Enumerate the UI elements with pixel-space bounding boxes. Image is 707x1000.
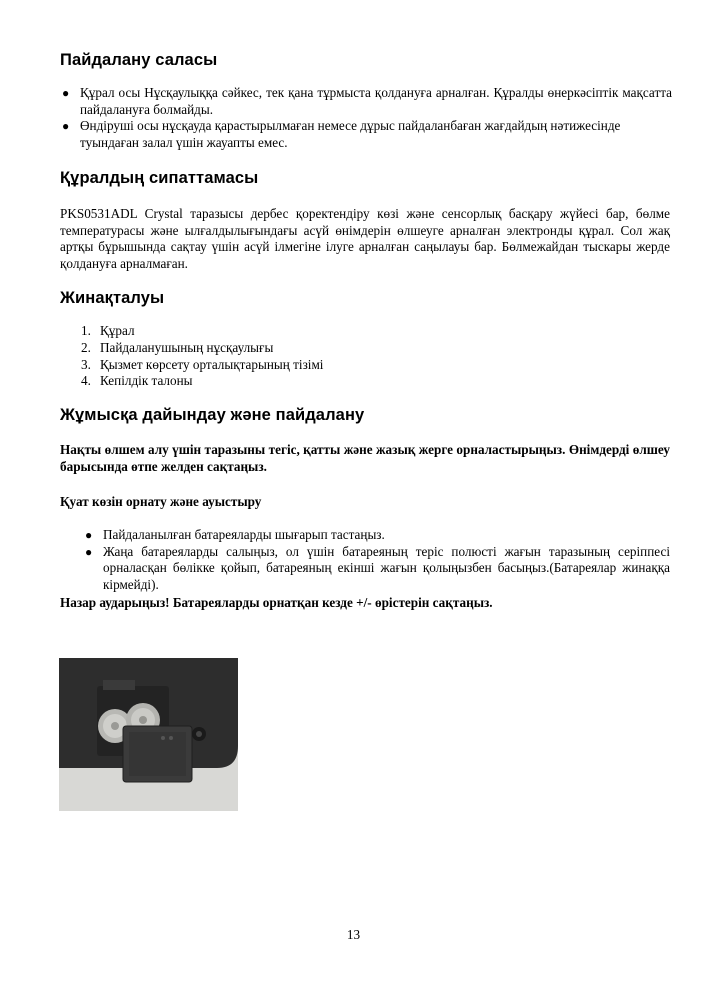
description-paragraph: PKS0531ADL Crystal таразысы дербес қоректендіру көзі және сенсорлық басқару жүйесі бар, бөлме температурасы және ылғалдылығындағы асүй өнімдерін өлшеуге арналған электронды құрал. Сол жақ артқы бұрышында сақтау үшін асүй ілмегіне ілуге арналған саңылауы бар. Бөлмежайдан тыскары жерде қолдануға арналмаған.: [60, 206, 670, 271]
power-bullet-list: [83, 527, 670, 593]
bullet-icon: ●: [85, 528, 93, 542]
list-item: 4. Кепілдік талоны: [81, 373, 193, 389]
list-item: ● Пайдаланылған батареяларды шығарып тастаңыз.: [85, 527, 385, 542]
bullet-icon: ●: [62, 119, 70, 134]
section-title-description: Құралдың сипаттамасы: [60, 169, 259, 187]
section-title-usage: Пайдалану саласы: [60, 51, 218, 69]
bullet-icon: ●: [62, 86, 70, 100]
power-subtitle: Қуат көзін орнату және ауыстыру: [60, 494, 262, 509]
page-number: 13: [346, 927, 361, 942]
section-title-package: Жинақталуы: [60, 289, 165, 307]
list-item: ● Өндіруші осы нұсқауда қарастырылмаған немесе дұрыс пайдаланбаған жағдайдың нәтижесінде туындаған залал үшін жауапты емес.: [62, 118, 621, 150]
battery-compartment-photo: [59, 658, 238, 811]
list-item: 1. Құрал: [81, 323, 135, 338]
list-item: 2. Пайдаланушының нұсқаулығы: [81, 339, 274, 355]
package-list: [81, 323, 481, 390]
bullet-icon: ●: [85, 544, 93, 559]
battery-compartment-illustration: [59, 658, 238, 811]
list-item: ● Жаңа батареяларды салыңыз, ол үшін батареяның теріс полюсті жағын таразының серіппесі орналасқан бөлікке қойып, батареяның екінші жағын қолыңызбен басыңыз.(Батареялар жинаққа кірмейді).: [85, 543, 670, 592]
list-item: 3. Қызмет көрсету орталықтарының тізімі: [81, 356, 324, 372]
section-title-preparation: Жұмысқа дайындау және пайдалану: [60, 406, 365, 424]
battery-warning: Назар аударыңыз! Батареяларды орнатқан кезде +/- өрістерін сақтаңыз.: [60, 595, 493, 610]
preparation-intro: Нақты өлшем алу үшін таразыны тегіс, қатты және жазық жерге орналастырыңыз. Өнімдерді өлшеу барысында өтпе желден сақтаңыз.: [60, 442, 670, 474]
list-item: ● Құрал осы Нұсқаулыққа сәйкес, тек қана тұрмыста қолдануға арналған. Құралды өнеркәсіптік мақсатта пайдалануға болмайды.: [62, 85, 672, 117]
usage-bullet-list: [60, 85, 672, 151]
